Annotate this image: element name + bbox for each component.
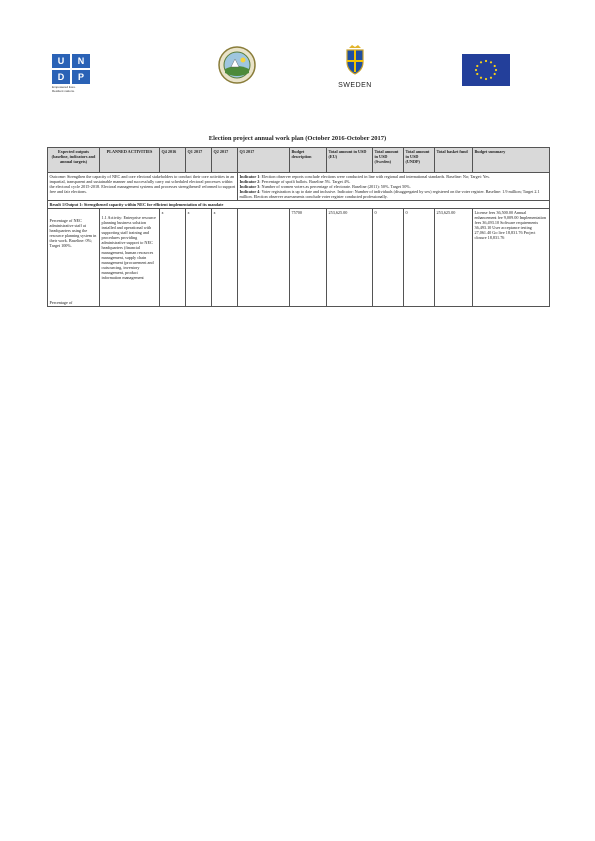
header-cell: PLANNED ACTIVITIES [100, 148, 160, 173]
header-cell: Q1 2017 [186, 148, 212, 173]
activity-cell: 1.1 Activity: Enterprise resource planning business solution installed and operational with supporting staff training and procedures providing administrative support to NEC headquarters (financial management, human resources management, supply chain management (procurement and outsourcing, inventory management, product information management [100, 209, 160, 307]
header-cell: Total amount in USD (Sweden) [373, 148, 404, 173]
header-cell: Total amount in USD (UNDP) [404, 148, 435, 173]
liberia-seal-icon [217, 45, 257, 85]
header-cell: Q2 2017 [212, 148, 238, 173]
eu-flag-icon [462, 54, 510, 86]
sweden-logo [330, 44, 380, 89]
result-cell: Result 1/Output 1: Strengthened capacity within NEC for efficient implementation of its mandate [48, 201, 550, 209]
header-cell: Q3 2017 [238, 148, 290, 173]
undp-letter: P [72, 70, 90, 84]
undp-letter: U [52, 54, 70, 68]
indicator-item: Indicator 2: Percentage of spoilt ballots. Baseline 5%. Target 4%. [239, 179, 351, 184]
indicator-item: Indicator 3: Number of women voters as percentage of electorate. Baseline (2011): 50%. Target 50%. [239, 184, 411, 189]
outcome-cell: Outcome: Strengthen the capacity of NEC and core electoral stakeholders to conduct their core activities in an impartial, transparent and sustainable manner and successfully carry out scheduled electoral processes within the electoral cycle 2015-2018. Electoral management systems and processes strengthened/ reformed to support free and fair elections. [48, 173, 238, 201]
q2-cell: x [212, 209, 238, 307]
header-cell: Total amount in USD (EU) [327, 148, 373, 173]
eu-amount-cell: 253,625.00 [327, 209, 373, 307]
indicator-item: Indicator 1: Election observer reports conclude elections were conducted in line with regional and international standards. Baseline: No; Target: Yes. [239, 174, 490, 179]
header-cell: Budget summary [473, 148, 550, 173]
result-row [48, 201, 550, 209]
header-cell: Budget description [290, 148, 327, 173]
logo-bar [0, 40, 595, 110]
budget-description-cell: 75700 [290, 209, 327, 307]
budget-summary-cell: License fees 36,500.00 Annual enhancement fee 9,009.00 Implementation fees 36,493.10 Software requirements 36,493.10 User acceptance testing 27,061.40 Go live 18,831.76 Project closure 18,831.76 [473, 209, 550, 307]
sweden-crest-icon [341, 44, 369, 76]
undp-logo [52, 54, 92, 93]
q4-cell: x [160, 209, 186, 307]
header-cell: Q4 2016 [160, 148, 186, 173]
undp-amount-cell: 0 [404, 209, 435, 307]
sweden-label: SWEDEN [338, 82, 372, 89]
sweden-amount-cell: 0 [373, 209, 404, 307]
q1-cell: x [186, 209, 212, 307]
table-row [48, 209, 550, 307]
outcome-row [48, 173, 550, 201]
header-cell: Total basket fund [435, 148, 473, 173]
undp-tagline: Empowered lives. Resilient nations. [52, 85, 76, 93]
indicator-item: Indicator 4: Voter registration is up to date and inclusive. Indicator: Number of individuals (disaggregated by sex) registered on the voter register. Baseline: 1.9 million; Target 2.1 million. Election observer assessments conclude voter register conducted professionally. [239, 189, 540, 199]
undp-letter: D [52, 70, 70, 84]
header-cell: Expected outputs (baseline, indicators and annual targets) [48, 148, 100, 173]
work-plan-table [47, 147, 550, 307]
document-title: Election project annual work plan (October 2016-October 2017) [208, 135, 387, 142]
undp-letter: N [72, 54, 90, 68]
output-cell: Percentage of NEC administrative staff at headquarters using the resource planning system in their work. Baseline: 0%; Target 100%. Percentage of [48, 209, 100, 307]
basket-fund-cell: 253,625.00 [435, 209, 473, 307]
q3-cell [238, 209, 290, 307]
table-header-row [48, 148, 550, 173]
indicators-cell [238, 173, 550, 201]
